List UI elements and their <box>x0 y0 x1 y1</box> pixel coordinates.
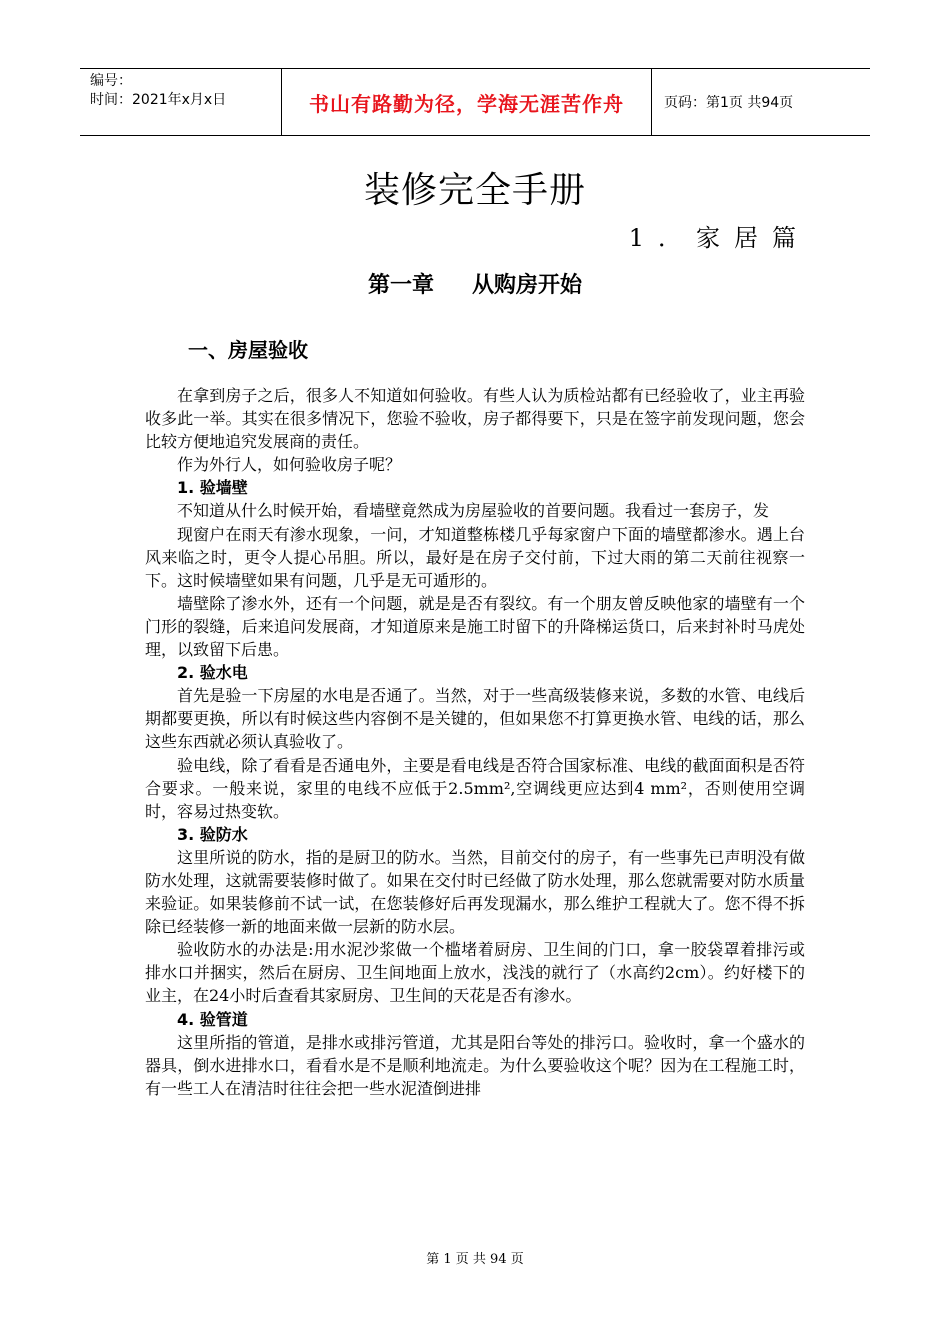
chapter-name: 从购房开始 <box>472 273 583 298</box>
part-title: 1．家居篇 <box>628 224 810 252</box>
paragraph: 首先是验一下房屋的水电是否通了。当然，对于一些高级装修来说，多数的水管、电线后期都要更换，所以有时候这些内容倒不是关键的，但如果您不打算更换水管、电线的话，那么这些东西就必须认真验收了。 <box>145 686 805 752</box>
subsection-heading: 2. 验水电 <box>177 663 248 683</box>
time-label: 时间：2021年x月x日 <box>90 92 227 108</box>
subsection-heading: 4. 验管道 <box>177 1009 248 1029</box>
section-title: 一、房屋验收 <box>188 338 308 362</box>
header-left-cell <box>80 69 281 135</box>
number-label: 编号： <box>90 73 132 89</box>
document-title: 装修完全手册 <box>363 170 586 211</box>
subsection-heading: 1. 验墙壁 <box>177 478 248 498</box>
chapter-title <box>0 268 950 299</box>
header-page-cell <box>652 69 870 135</box>
paragraph: 不知道从什么时候开始，看墙壁竟然成为房屋验收的首要问题。我看过一套房子，发 <box>177 501 770 521</box>
paragraph: 在拿到房子之后，很多人不知道如何验收。有些人认为质检站都有已经验收了，业主再验收多此一举。其实在很多情况下，您验不验收，房子都得要下，只是在签字前发现问题，您会比较方便地追究发展商的责任。 <box>145 386 805 452</box>
paragraph: 墙壁除了渗水外，还有一个问题，就是是否有裂纹。有一个朋友曾反映他家的墙壁有一个门形的裂缝，后来追问发展商，才知道原来是施工时留下的升降梯运货口，后来封补时马虎处理，以致留下后患。 <box>145 593 805 660</box>
paragraph: 验收防水的办法是:用水泥沙浆做一个槛堵着厨房、卫生间的门口，拿一胶袋罩着排污或排水口并捆实，然后在厨房、卫生间地面上放水，浅浅的就行了（水高约2cm）。约好楼下的业主，在24小时后查看其家厨房、卫生间的天花是否有渗水。 <box>145 940 805 1006</box>
paragraph: 验电线，除了看看是否通电外，主要是看电线是否符合国家标准、电线的截面面积是否符合要求。一般来说，家里的电线不应低于2.5mm²,空调线更应达到4 mm²，否则使用空调时，容易过热变软。 <box>145 755 805 821</box>
header-motto-cell <box>281 69 652 135</box>
paragraph: 这里所说的防水，指的是厨卫的防水。当然，目前交付的房子，有一些事先已声明没有做防水处理，这就需要装修时做了。如果在交付时已经做了防水处理，那么您就需要对防水质量来验证。如果装修前不试一试，在您装修好后再发现漏水，那么维护工程就大了。您不得不拆除已经装修一新的地面来做一层新的防水层。 <box>145 847 805 937</box>
page-info: 页码：第1页 共94页 <box>664 95 794 111</box>
paragraph: 作为外行人，如何验收房子呢？ <box>177 455 402 475</box>
chapter-number: 第一章 <box>367 273 434 298</box>
page-header <box>80 68 870 136</box>
paragraph: 现窗户在雨天有渗水现象，一问，才知道整栋楼几乎每家窗户下面的墙壁都渗水。遇上台风来临之时，更令人提心吊胆。所以，最好是在房子交付前，下过大雨的第二天前往视察一下。这时候墙壁如果有问题，几乎是无可遁形的。 <box>145 524 805 590</box>
page-footer: 第 1 页 共 94 页 <box>426 1252 524 1267</box>
body-text <box>145 384 805 1100</box>
subsection-heading: 3. 验防水 <box>177 824 248 844</box>
paragraph: 这里所指的管道，是排水或排污管道，尤其是阳台等处的排污口。验收时，拿一个盛水的器具，倒水进排水口，看看水是不是顺利地流走。为什么要验收这个呢？因为在工程施工时，有一些工人在清洁时往往会把一些水泥渣倒进排 <box>145 1032 805 1098</box>
motto-text: 书山有路勤为径，学海无涯苦作舟 <box>309 91 624 116</box>
